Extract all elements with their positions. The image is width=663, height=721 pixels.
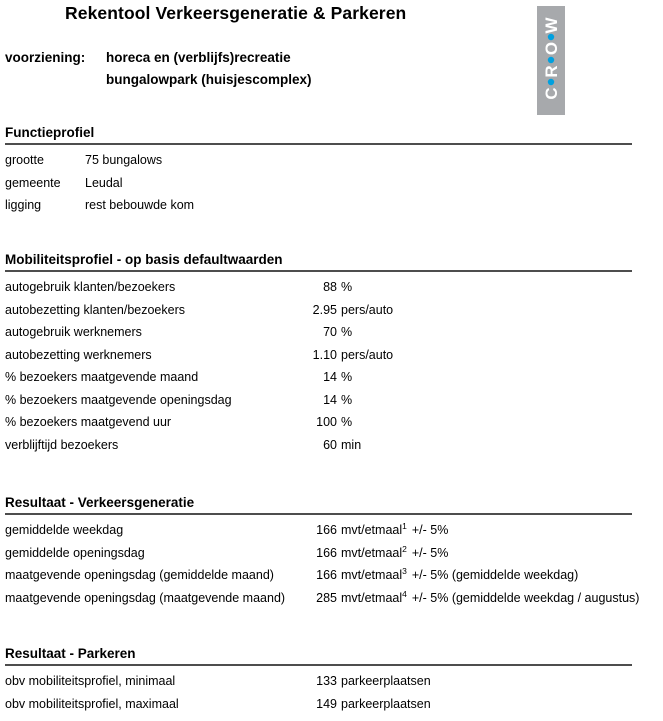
table-row bbox=[5, 415, 632, 438]
voorziening-value-line2: bungalowpark (huisjescomplex) bbox=[106, 72, 312, 87]
row-label: maatgevende openingsdag (gemiddelde maand) bbox=[5, 568, 274, 582]
mobiliteitsprofiel-rows bbox=[5, 280, 632, 460]
row-value: 100 bbox=[316, 415, 337, 429]
row-margin: +/- 5% (gemiddelde weekdag) bbox=[411, 568, 579, 582]
voorziening-row-1 bbox=[5, 50, 312, 72]
row-value: 2.95 bbox=[312, 302, 337, 317]
row-label: % bezoekers maatgevende openingsdag bbox=[5, 392, 232, 407]
row-unit: pers/auto bbox=[341, 347, 394, 362]
footnote-marker: 1 bbox=[402, 520, 407, 531]
crow-logo bbox=[537, 6, 565, 115]
row-unit: % bbox=[341, 370, 353, 384]
row-label: autobezetting klanten/bezoekers bbox=[5, 302, 185, 317]
table-row bbox=[5, 543, 632, 569]
table-row bbox=[5, 280, 632, 303]
row-label: autogebruik werknemers bbox=[5, 325, 142, 339]
row-margin: +/- 5% bbox=[411, 523, 449, 537]
row-value: 166 bbox=[316, 545, 337, 560]
footnote-marker: 4 bbox=[402, 588, 407, 599]
crow-letter-c: C bbox=[542, 87, 561, 100]
row-unit: % bbox=[341, 392, 353, 407]
row-unit bbox=[337, 565, 407, 582]
row-label: obv mobiliteitsprofiel, minimaal bbox=[5, 674, 176, 688]
row-value: 166 bbox=[316, 523, 337, 537]
section-divider bbox=[5, 270, 632, 272]
crow-letter-r: R bbox=[542, 65, 561, 78]
table-row bbox=[5, 176, 632, 199]
row-label: autobezetting werknemers bbox=[5, 347, 152, 362]
row-label: verblijftijd bezoekers bbox=[5, 437, 119, 452]
row-value: 14 bbox=[323, 392, 337, 407]
row-value: 166 bbox=[316, 568, 337, 582]
row-label: autogebruik klanten/bezoekers bbox=[5, 280, 176, 294]
row-margin: +/- 5% (gemiddelde weekdag / augustus) bbox=[411, 590, 640, 605]
row-unit: pers/auto bbox=[341, 302, 394, 317]
voorziening-label: voorziening: bbox=[5, 50, 86, 65]
table-row bbox=[5, 520, 632, 546]
section-divider bbox=[5, 143, 632, 145]
row-label: gemiddelde weekdag bbox=[5, 523, 124, 537]
table-row bbox=[5, 588, 640, 614]
table-row bbox=[5, 393, 632, 416]
row-value: 70 bbox=[323, 325, 337, 339]
voorziening-value-line1: horeca en (verblijfs)recreatie bbox=[106, 50, 291, 65]
crow-logo-mark bbox=[537, 6, 565, 115]
table-row bbox=[5, 303, 632, 326]
row-unit: parkeerplaatsen bbox=[341, 674, 431, 688]
row-label: gemiddelde openingsdag bbox=[5, 545, 145, 560]
row-unit: % bbox=[341, 415, 353, 429]
row-value: 60 bbox=[323, 437, 337, 452]
row-value: 14 bbox=[323, 370, 337, 384]
section-mobiliteitsprofiel bbox=[5, 252, 632, 460]
voorziening-row-2 bbox=[5, 72, 312, 94]
section-title-mobiliteitsprofiel: Mobiliteitsprofiel - op basis defaultwaarden bbox=[5, 252, 283, 267]
section-title-functieprofiel: Functieprofiel bbox=[5, 125, 95, 140]
row-unit-text: mvt/etmaal bbox=[341, 568, 403, 582]
table-row bbox=[5, 674, 632, 697]
row-value: Leudal bbox=[85, 175, 123, 190]
row-unit-text: mvt/etmaal bbox=[341, 590, 403, 605]
row-value: 1.10 bbox=[312, 347, 337, 362]
row-value: 88 bbox=[323, 280, 337, 294]
row-unit: % bbox=[341, 280, 353, 294]
row-unit bbox=[337, 588, 407, 605]
row-label: obv mobiliteitsprofiel, maximaal bbox=[5, 696, 179, 711]
functieprofiel-rows bbox=[5, 153, 632, 221]
row-margin: +/- 5% bbox=[411, 545, 449, 560]
verkeersgeneratie-rows bbox=[5, 520, 640, 613]
row-label: % bezoekers maatgevende maand bbox=[5, 370, 199, 384]
page-title: Rekentool Verkeersgeneratie & Parkeren bbox=[65, 3, 407, 23]
voorziening-block bbox=[5, 50, 312, 94]
row-label: gemeente bbox=[5, 175, 61, 190]
table-row bbox=[5, 438, 632, 461]
table-row bbox=[5, 370, 632, 393]
row-label: ligging bbox=[5, 198, 42, 212]
parkeren-rows bbox=[5, 674, 632, 719]
footnote-marker: 2 bbox=[402, 543, 407, 554]
section-divider bbox=[5, 513, 632, 515]
table-row bbox=[5, 153, 632, 176]
row-value: 285 bbox=[316, 590, 337, 605]
row-label: maatgevende openingsdag (maatgevende maand) bbox=[5, 590, 286, 605]
row-unit-text: mvt/etmaal bbox=[341, 523, 403, 537]
section-parkeren bbox=[5, 646, 632, 719]
row-label: % bezoekers maatgevend uur bbox=[5, 415, 172, 429]
row-value: rest bebouwde kom bbox=[85, 198, 195, 212]
row-label: grootte bbox=[5, 153, 44, 167]
crow-letter-w: W bbox=[542, 17, 561, 34]
row-value: 133 bbox=[316, 674, 337, 688]
row-unit bbox=[337, 520, 407, 537]
section-title-verkeersgeneratie: Resultaat - Verkeersgeneratie bbox=[5, 495, 195, 510]
section-verkeersgeneratie bbox=[5, 495, 640, 613]
row-unit: % bbox=[341, 325, 353, 339]
row-value: 75 bungalows bbox=[85, 153, 163, 167]
section-divider bbox=[5, 664, 632, 666]
row-unit-text: mvt/etmaal bbox=[341, 545, 403, 560]
footnote-marker: 3 bbox=[402, 565, 407, 576]
section-functieprofiel bbox=[5, 125, 632, 221]
table-row bbox=[5, 198, 632, 221]
section-title-parkeren: Resultaat - Parkeren bbox=[5, 646, 136, 661]
table-row bbox=[5, 565, 632, 591]
row-unit: min bbox=[341, 437, 362, 452]
row-value: 149 bbox=[316, 696, 337, 711]
crow-letter-o: O bbox=[542, 41, 561, 56]
table-row bbox=[5, 325, 632, 348]
row-unit: parkeerplaatsen bbox=[341, 696, 431, 711]
row-unit bbox=[337, 543, 407, 560]
table-row bbox=[5, 348, 632, 371]
table-row bbox=[5, 697, 632, 720]
